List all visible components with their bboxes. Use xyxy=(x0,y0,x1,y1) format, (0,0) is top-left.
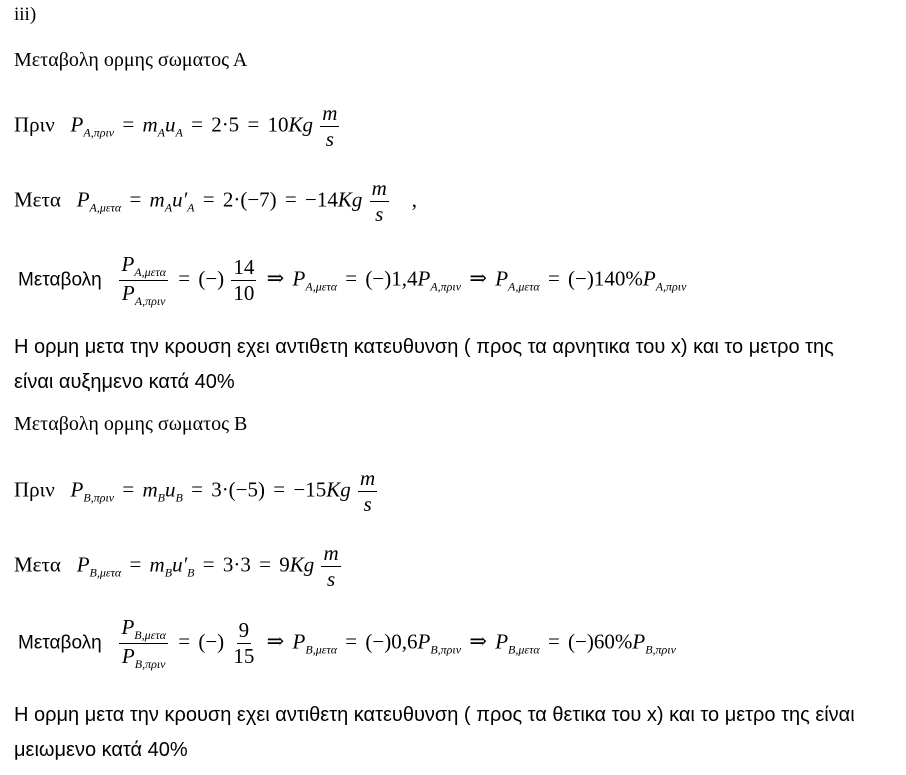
b-before-equation: Πριν $P_{B,\pi\rho\iota\nu} = m_Bu_B = 3\cdot(-5) = -15Kg$ $\frac{m}{s}$ xyxy=(14,466,376,516)
b-before-label: Πριν xyxy=(14,477,55,502)
a-after-equation: Μετα $P_{A,\mu\varepsilon\tau\alpha} = m_Au'_A = 2\cdot(-7) = -14Kg$ $\frac{m}{s}$ , xyxy=(14,176,418,226)
a-before-equation: Πριν $P_{A,\pi\rho\iota\nu} = m_Au_A = 2\cdot 5 = 10Kg$ $\frac{m}{s}$ xyxy=(14,101,338,151)
b-after-label: Μετα xyxy=(14,552,61,577)
heading: iii) xyxy=(14,4,37,25)
section-b-title: Μεταβολη ορμης σωματος Β xyxy=(14,413,248,435)
a-change-label: Μεταβολη xyxy=(18,269,102,291)
a-before-label: Πριν xyxy=(14,112,55,137)
b-conclusion-line-2: μειωμενο κατά 40% xyxy=(14,739,188,761)
a-change-equation: Μεταβολη $\frac{P_{A,\mu\varepsilon\tau\alpha}}{P_{A,\pi\rho\iota\nu}}$ = (−) $\frac{14}{10}$ ⇒ $P_{A,\mu\varepsilon\tau\alpha} = (-)1,4P_{A,\pi\rho\iota\nu}$ ⇒ $P_{A,\mu\varepsilon\tau\alpha} = (-)140\%P_{A,\pi\rho\iota\nu}$ xyxy=(18,252,687,308)
a-after-label: Μετα xyxy=(14,187,61,212)
a-conclusion-line-1: Η ορμη μετα την κρουση εχει αντιθετη κατευθυνση ( προς τα αρνητικα του x) και το μετρο της xyxy=(14,336,834,358)
b-after-equation: Μετα $P_{B,\mu\varepsilon\tau\alpha} = m_Bu'_B = 3\cdot 3 = 9Kg$ $\frac{m}{s}$ xyxy=(14,541,339,591)
section-a-title: Μεταβολη ορμης σωματος Α xyxy=(14,49,248,71)
b-conclusion-line-1: Η ορμη μετα την κρουση εχει αντιθετη κατευθυνση ( προς τα θετικα του x) και το μετρο της είναι xyxy=(14,704,855,726)
b-change-label: Μεταβολη xyxy=(18,632,102,654)
b-change-equation: Μεταβολη $\frac{P_{B,\mu\varepsilon\tau\alpha}}{P_{B,\pi\rho\iota\nu}}$ = (−) $\frac{9}{15}$ ⇒ $P_{B,\mu\varepsilon\tau\alpha} = (-)0,6P_{B,\pi\rho\iota\nu}$ ⇒ $P_{B,\mu\varepsilon\tau\alpha} = (-)60\%P_{B,\pi\rho\iota\nu}$ xyxy=(18,615,676,671)
a-conclusion-line-2: είναι αυξημενο κατά 40% xyxy=(14,371,235,393)
